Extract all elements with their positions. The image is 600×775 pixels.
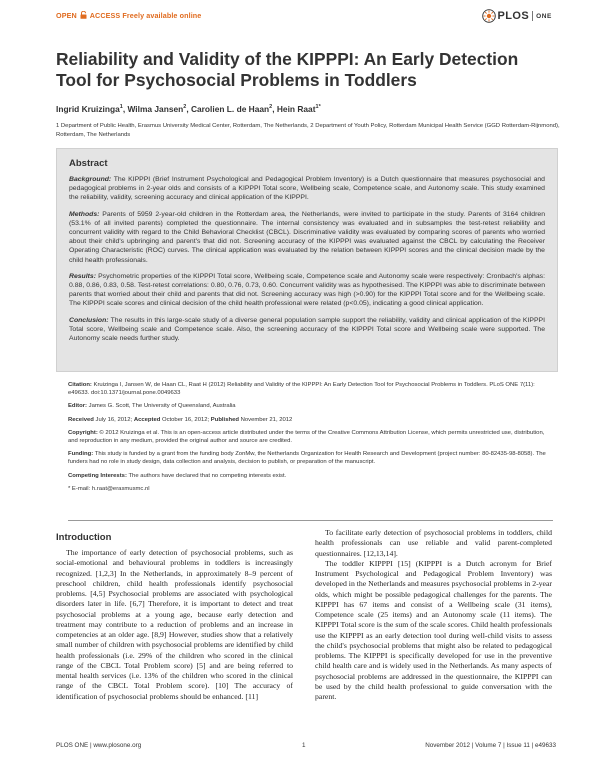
open-access-label	[56, 11, 201, 20]
abstract-background	[69, 175, 545, 203]
editor-text: James G. Scott, The University of Queensland, Australia	[86, 403, 236, 410]
editor-label: Editor:	[68, 403, 87, 410]
author-affiliation-mark: 2	[269, 104, 273, 111]
abstract-results-label: Results:	[69, 272, 97, 280]
competing-text: The authors have declared that no competing interests exist.	[126, 472, 287, 479]
received-label: Received	[68, 416, 94, 423]
corresponding-email[interactable]: * E-mail: h.raat@erasmusmc.nl	[68, 485, 150, 492]
footer-journal-url[interactable]: PLOS ONE | www.plosone.org	[56, 742, 142, 749]
abstract-heading: Abstract	[69, 158, 108, 169]
abstract-results-text: Psychometric properties of the KIPPPI Total score, Wellbeing scale, Competence scale and Autonomy scale were respectively: Cronbach's alphas: 0.88, 0.86, 0.83, 0.58. Test-retest correlations: 0.80, 0.76, 0.73, 0.60. Concurrent validity was as hypothesised. The KIPPPI was able to discriminate between parents that worried about their child and parents that did not. Screening accuracy was high (>0.90) for the KIPPPI Total score and for the Wellbeing scale. The KIPPPI scale scores and clinical decision of the child health professional were related (p<0.05), indicating a good clinical application.	[69, 272, 545, 308]
abstract-methods-text: Parents of 5959 2-year-old children in the Rotterdam area, the Netherlands, were invited to participate in the study. Parents of 3164 children (53.1% of all invited parents) completed the questionnaire. The internal consistency was evaluated and in subsamples the test-retest reliability and concurrent validity with regard to the Child Behavioral Checklist (CBCL). Discriminative validity was evaluated by comparing scores of parents who worried about their child's upbringing and parent's that did not. Screening accuracy of the KIPPPI was evaluated against the CBCL by calculating the Receiver Operating Characteristic (ROC) curves. The clinical application was evaluated by the relation between KIPPPI scores and the clinical decision made by the child health professionals.	[69, 210, 545, 264]
accepted-date: October 16, 2012;	[160, 416, 211, 423]
body-column-left	[56, 548, 293, 702]
abstract-conclusion-text: The results in this large-scale study of a diverse general population sample support the reliability, validity and clinical application of the KIPPPI Total score, Wellbeing scale and Competence scale. Also, the screening accuracy of the KIPPPI Total score and Wellbeing scale were supported. The Autonomy scale needs further study.	[69, 316, 545, 343]
author-affiliation-mark: 1*	[315, 104, 321, 111]
open-lock-icon	[80, 11, 87, 19]
title-line-2: Tool for Psychosocial Problems in Toddlers	[56, 70, 417, 90]
author-affiliation-mark: 2	[183, 104, 187, 111]
body-paragraph: The importance of early detection of psychosocial problems, such as social-emotional and behavioural problems in toddlers is increasingly recognized. [1,2,3] In the Netherlands, in approximately 8–9 percent of preschool children, child health professionals identify psychosocial problems. [4,5] Psychosocial problems are associated with psychological disorders later in life. [6,7] Therefore, it is important to detect and treat psychosocial problems at a young age, because early detection and treatment may contribute to a reduction of problems and an increase in competencies at an older age. [8,9] However, studies show that a relatively small number of children with psychosocial problems are identified by child health professionals (i.e. 29% of the children who scored in the clinical range of the CBCL Total Problem score) [5] and are being referred to mental health services (i.e. 13% of the children who scored in the clinical range of the CBCL Total Problem score). [10] The accuracy of identification of psychosocial problems should be enhanced. [11]	[56, 548, 293, 701]
author-name: Ingrid Kruizinga	[56, 104, 120, 114]
funding-text: This study is funded by a grant from the funding body ZonMw, the Netherlands Organization for Health Research and Development (project number: 80-82435-98-8058). The funders had no role in study design, data collection and analysis, decision to publish, or preparation of the manuscript.	[68, 451, 546, 466]
body-paragraph: The toddler KIPPPI [15] (KIPPPI is a Dutch acronym for Brief Instrument Psychological and Pedagogical Problem Inventory) was developed in the Netherlands and measures psychosocial problems in 2-year olds, which might be possible pedagogical challenges for the parents. The KIPPPI has 67 items and consist of a Wellbeing scale (31 items), Competence scale (25 items) and an Autonomy scale (11 items). The KIPPPI Total score is the sum of the scale scores. Child health professionals use the KIPPPI as an early detection tool during well-child visits to assess the child's psychosocial problems that might also be related to pedagogical problems. The KIPPPI is specifically developed for use in the preventive child health care and is widely used in the Netherlands. As many aspects of psychosocial problems are addressed in the questionnaire, the KIPPPI can be used by the child health professional to guide conversation with the parent.	[315, 558, 552, 701]
footer-issue-info: November 2012 | Volume 7 | Issue 11 | e49633	[425, 742, 556, 749]
competing-label: Competing Interests:	[68, 472, 127, 479]
introduction-heading: Introduction	[56, 532, 112, 543]
abstract-background-label: Background:	[69, 176, 112, 183]
author-list: Ingrid Kruizinga$^1$, Wilma Jansen$^2$, Carolien L. de Haan$^2$, Hein Raat$^{1*}$	[56, 104, 321, 114]
page-number: 1	[302, 742, 306, 749]
metadata-divider	[68, 520, 553, 521]
author-name: Carolien L. de Haan	[190, 104, 270, 114]
open-access-text: OPEN	[56, 11, 77, 20]
abstract-conclusion	[69, 316, 545, 344]
plos-one-logo	[482, 8, 552, 24]
funding-label: Funding:	[68, 451, 94, 458]
citation-label: Citation:	[68, 382, 92, 388]
journal-name: PLOS	[497, 10, 530, 22]
abstract-methods	[69, 210, 545, 265]
journal-header-bar	[56, 8, 552, 26]
published-date: November 21, 2012	[238, 416, 293, 423]
received-date: July 16, 2012;	[93, 416, 134, 423]
copyright-text: © 2012 Kruizinga et al. This is an open-access article distributed under the terms of the Creative Commons Attribution License, which permits unrestricted use, distribution, and reproduction in any medium, provided the original author and source are credited.	[68, 429, 545, 445]
competing-interests	[68, 472, 553, 480]
journal-suffix: ONE	[536, 12, 552, 20]
editor	[68, 402, 553, 410]
abstract-methods-label: Methods:	[69, 210, 100, 218]
article-title	[56, 49, 556, 91]
article-metadata	[68, 381, 553, 498]
page-footer	[56, 742, 556, 754]
author-name: Hein Raat	[276, 104, 316, 114]
author-affiliation-mark: 1	[119, 104, 123, 111]
plos-sun-icon	[482, 9, 496, 23]
affiliations: 1 Department of Public Health, Erasmus University Medical Center, Rotterdam, The Netherlands, 2 Department of Youth Policy, Rotterdam Municipal Health Service (GGD Rotterdam-Rijnmond), Rotterdam, The Netherlands	[56, 123, 560, 138]
body-paragraph: To facilitate early detection of psychosocial problems in toddlers, child health professionals can use reliable and valid parent-completed questionnaires. [12,13,14].	[315, 528, 552, 558]
copyright-label: Copyright:	[68, 429, 98, 436]
author-name: Wilma Jansen	[127, 104, 184, 114]
accepted-label: Accepted	[133, 416, 161, 423]
citation	[68, 381, 553, 397]
abstract-box	[56, 148, 558, 372]
body-column-right	[315, 528, 552, 702]
dates	[68, 416, 553, 424]
copyright	[68, 429, 553, 445]
abstract-conclusion-label: Conclusion:	[69, 316, 109, 324]
abstract-background-text: The KIPPPI (Brief Instrument Psychological and Pedagogical Problem Inventory) is a Dutch questionnaire that measures psychosocial and pedagogical problems in 2-year olds and consists of a KIPPPI Total score, Wellbeing scale, Competence scale, and Autonomy scale. This study examined the reliability, validity, screening accuracy and clinical application of the KIPPPI.	[69, 176, 545, 202]
citation-text: Kruizinga I, Jansen W, de Haan CL, Raat H (2012) Reliability and Validity of the KIPPPI: An Early Detection Tool for Psychosocial Problems in Toddlers. PLoS ONE 7(11): e49633. doi:10.1371/journal.pone.0049633	[68, 382, 535, 397]
freely-available-text: ACCESS Freely available online	[89, 11, 202, 20]
title-line-1: Reliability and Validity of the KIPPPI: An Early Detection	[56, 49, 519, 69]
funding	[68, 450, 553, 466]
published-label: Published	[210, 416, 239, 423]
logo-divider	[532, 11, 533, 21]
abstract-results	[69, 272, 545, 309]
